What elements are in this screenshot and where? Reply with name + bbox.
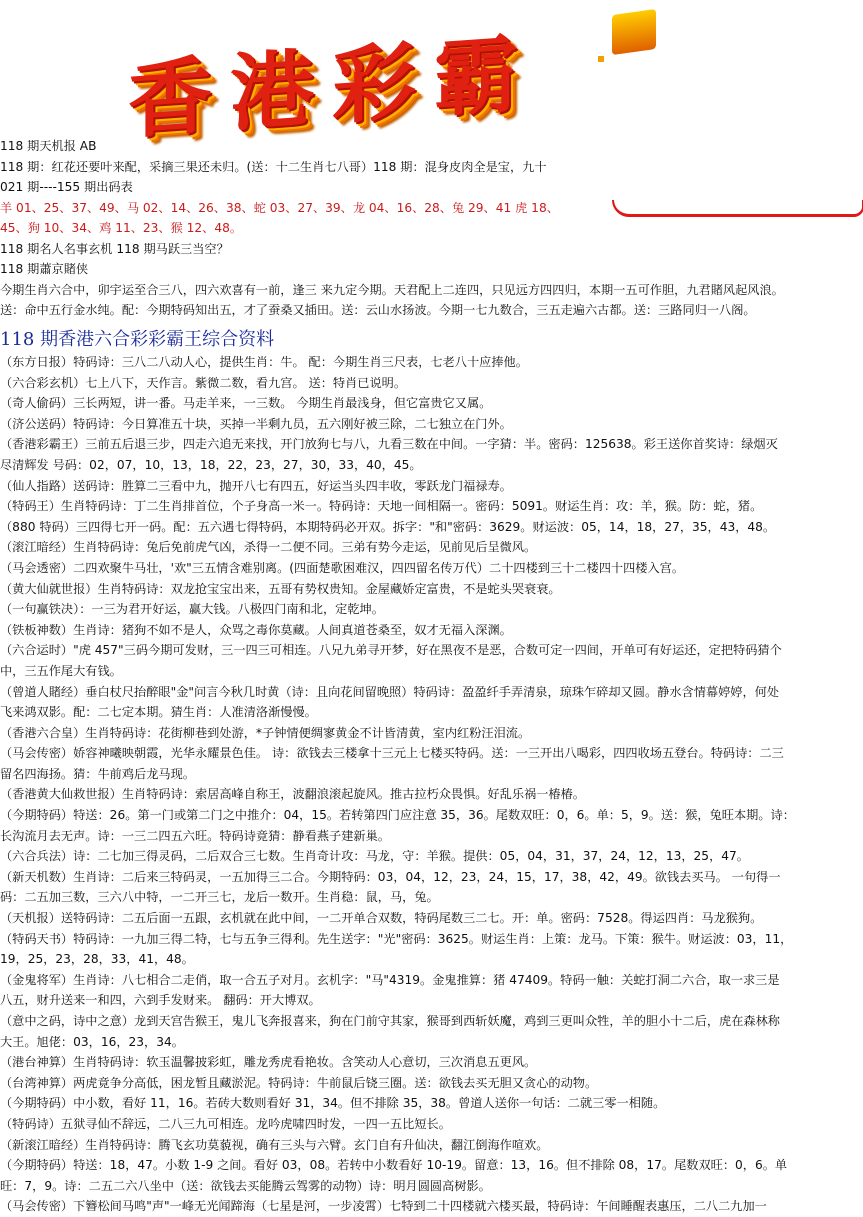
article-line: 八五，财升送来一和四，六到手发财来。 翻码：开大博双。 xyxy=(0,993,321,1008)
article-line: 飞来鸿双影。配：二七定本期。猜生肖：人准清洛渐慢慢。 xyxy=(0,705,317,720)
article-line: 大王。旭佬：03，16，23，34。 xyxy=(0,1034,184,1049)
article-line: （马会传密）下簪松间马鸣"声"一峰无光闻蹄海（七星是河，一步凌霄）七特到二十四楼就六楼买最，特码诗：午间睡醒表惠压，二八二九加一 xyxy=(0,1199,767,1214)
top-section xyxy=(0,136,863,321)
article-line: （今期特码）特送：18，47。小数 1-9 之间。看好 03，08。若转中小数看好 10-19。留意：13，16。但不排除 08，17。尾数双旺：0，6。单 xyxy=(0,1158,788,1173)
article-line: 长沟流月去无声。诗：一三二四五六旺。特码诗竟猜：静看燕子建新巢。 xyxy=(0,828,390,843)
red-swoosh-decoration xyxy=(612,200,863,217)
article-line: （香港彩霸王）三前五后退三步，四走六追无来找，开门放狗七与八，九看三数在中间。一字猜：半。密码：125638。彩王送你首奖诗：绿烟灭 xyxy=(0,437,778,452)
article-line: （意中之码，诗中之意）龙到天宫告猴王，鬼儿飞奔报喜来，狗在门前守其家，猴哥到西斩妖魔，鸡到三更叫众牲，羊的胆小十二后，虎在森林称 xyxy=(0,1014,780,1028)
article-line: （天机报）送特码诗：二五后面一五跟，玄机就在此中间，一二开单合双数，特码尾数三二七。开：单。密码：7528。得运四肖：马龙猴狗。 xyxy=(0,911,763,926)
article-line: （金鬼将军）生肖诗：八七相合二走俏，取一合五子对月。玄机字："马"4319。金鬼推算：猪 47409。特码一触：关蛇打洞二六合，取一求三是 xyxy=(0,972,780,987)
article-line: （马会传密）娇容神曦映朝霞，光华永耀景色佳。 诗：欲钱去三楼拿十三元上七楼买特码。送：一三开出八喝彩，四四收场五登台。特码诗：二三 xyxy=(0,746,784,761)
section-title: 118 期香港六合彩彩霸王综合资料 xyxy=(0,329,275,350)
text-line: 118 期名人名事玄机 118 期马跃三当空？ xyxy=(0,241,229,256)
text-line: 118 期蕭京賭侠 xyxy=(0,262,89,276)
article-line: （特码诗）五狱寻仙不辞远，二八三九可相连。龙吟虎啸四时发，一四一五比短长。 xyxy=(0,1116,451,1131)
article-line: （滚江暗经）生肖特码诗：兔后免前虎气凶，杀得一二便不同。三弟有势今走运，见前见后呈微风。 xyxy=(0,540,537,555)
article-line: （马会透密）二四欢聚牛马壮，'欢"三五情含难别离。(四面楚歌困难汉，四四留名传万代）二十四楼到三十二楼四十四楼入宫。 xyxy=(0,560,685,575)
article-line: （香港黄大仙救世报）生肖特码诗：索居高峰自称王，波翻浪滚起旋风。推古拉朽众畏惧。好乱乐祸一椿椿。 xyxy=(0,787,585,802)
text-line: 今期生肖六合中，卯宇运至合三八，四六欢喜有一前，逢三 来九定今期。天君配上二连四，只见远方四四归，本期一五可作胆，九君賭风起风浪。 xyxy=(0,282,784,297)
article-line: （港台神算）生肖特码诗：软玉温馨披彩虹，雕龙秀虎看艳妆。含笑动人心意切，三次消息五更风。 xyxy=(0,1055,537,1070)
text-line: 送：命中五行金水纯。配：今期特码知出五，才了蚕桑又插田。送：云山水扬波。今期一七九数合，三五走遍六古都。送：三路同归一八阁。 xyxy=(0,303,756,317)
article-line: （黄大仙就世报）生肖特码诗：双龙抢宝宝出来，五哥有势权贵知。金屋藏娇定富贵，不是蛇头哭衰衰。 xyxy=(0,581,561,596)
article-line: （880 特码）三四得七开一码。配：五六遇七得特码，本期特码必开双。拆字："和"密码：3629。财运波：05，14，18，27，35，43，48。 xyxy=(0,519,776,534)
article-line: 中，三五作尾大有钱。 xyxy=(0,663,122,678)
banner-dot xyxy=(598,56,604,62)
article-line: 19，25，23，28，33，41，48。 xyxy=(0,952,194,967)
article-line: （新天机数）生肖诗：二后来三特码灵，一五加得三二合。今期特码：03，04，12，23，24，15，17，38，42，49。欲钱去买马。 一句得一 xyxy=(0,869,781,884)
banner-title: 香港彩霸 xyxy=(128,23,537,151)
article-line: （六合运时）"虎 457"三码今期可发财，三一四三可相连。八兄九弟寻开梦，好在黑夜不是恶，合数可定一四间，开单可有好运还，定把特码猜个 xyxy=(0,643,782,658)
red-number-line: 45、狗 10、34、鸡 11、23、猴 12、48。 xyxy=(0,221,243,235)
article-line: （台湾神算）两虎竟争分高低，困龙暂且藏淤泥。特码诗：牛前鼠后铙三圈。送：欲钱去买无胆又贪心的动物。 xyxy=(0,1075,598,1090)
text-line: 118 期：红花还要叶来配，采摘三果还未归。(送：十二生肖七八哥）118 期：混身皮肉全是宝，九十 xyxy=(0,159,547,174)
article-line: 码：二五加三数，三六八中特，一二开三七，龙后一数开。生肖稳：鼠，马，兔。 xyxy=(0,890,439,905)
article-line: （今期特码）中小数，看好 11，16。若砖大数则看好 31，34。但不排除 35，38。曾道人送你一句话：二就三零一相随。 xyxy=(0,1096,666,1111)
article-line: （一句赢铁决）：一三为君开好运，赢大钱。八极四门南和北，定乾坤。 xyxy=(0,602,384,617)
article-body xyxy=(0,352,863,1217)
article-line: （奇人偷码）三长两短，讲一番。马走羊来，一三数。 今期生肖最浅身，但它富贵它又属。 xyxy=(0,396,492,411)
article-line: （特码王）生肖特码诗：丁二生肖排首位，个子身高一米一。特码诗：天地一间相隔一。密码：5091。财运生肖：攻：羊，猴。防：蛇，猪。 xyxy=(0,499,763,514)
article-line: （六合彩玄机）七上八下，天作言。紫微二数，看九宫。 送：特肖已说明。 xyxy=(0,375,407,390)
article-line: （曾道人賭经）垂白杖尺抬醉眼"金"问言今秋几时黄（诗：且向花间留晚照）特码诗：盈盈纤手弄清泉，琼珠乍碎却又圆。静水含情幕婷婷，何处 xyxy=(0,684,780,699)
banner-logo-mark xyxy=(612,9,656,55)
article-line: 旺：7，9。诗：二五二六八坐中（送：欲钱去买能腾云驾雾的动物）诗：明月圆圆高树影。 xyxy=(0,1178,491,1193)
article-line: （新滚江暗经）生肖特码诗：腾飞玄功莫藐视，确有三头与六臂。玄门自有升仙决，翻江倒海作喧欢。 xyxy=(0,1137,549,1152)
article-line: （六合兵法）诗：二七加三得灵码，二后双合三七数。生肖奇计攻：马龙，守：羊猴。提供：05，04，31，37，24，12，13，25，47。 xyxy=(0,849,749,864)
article-line: （东方日报）特码诗：三八二八动人心，提供生肖：牛。 配：今期生肖三尺表，七老八十应捧他。 xyxy=(0,355,528,369)
text-line: 021 期----155 期出码表 xyxy=(0,180,133,194)
red-number-line: 羊 01、25、37、49、马 02、14、26、38、蛇 03、27、39、龙 04、16、28、兔 29、41 虎 18、 xyxy=(0,200,559,215)
article-line: （香港六合皇）生肖特码诗：花街柳巷到处游，*子钟情便绸寥黄金不计皆清黄，室内红粉汪泪流。 xyxy=(0,725,531,740)
article-line: 尽清辉发 号码：02，07，10，13，18，22，23，27，30，33，40，45。 xyxy=(0,457,422,472)
article-line: （今期特码）特送：26。第一门或第二门之中推介：04，15。若转第四门应注意 35，36。尾数双旺：0，6。单：5，9。送：猴，兔旺本期。诗： xyxy=(0,808,795,823)
text-line: 118 期天机报 AB xyxy=(0,139,97,153)
article-line: 留名四海扬。猜：牛前鸡后龙马现。 xyxy=(0,766,195,781)
article-line: （济公送码）特码诗：今日算准五十块，买掉一半剩九员，五六刚好被三除，二七独立在门外。 xyxy=(0,416,512,431)
article-line: （仙人指路）送码诗：胜算二三看中九，抛开八七有四五，好运当头四丰收，零跃龙门福禄寿。 xyxy=(0,478,512,493)
article-line: （铁板神数）生肖诗：猪狗不如不是人，众骂之毒你莫藏。人间真道苍桑至，奴才无福入深渊。 xyxy=(0,622,512,637)
article-line: （特码天书）特码诗：一九加三得二特，七与五争三得利。先生送字："光"密码：3625。财运生肖：上策：龙马。下策：猴牛。财运波：03，11， xyxy=(0,931,793,946)
